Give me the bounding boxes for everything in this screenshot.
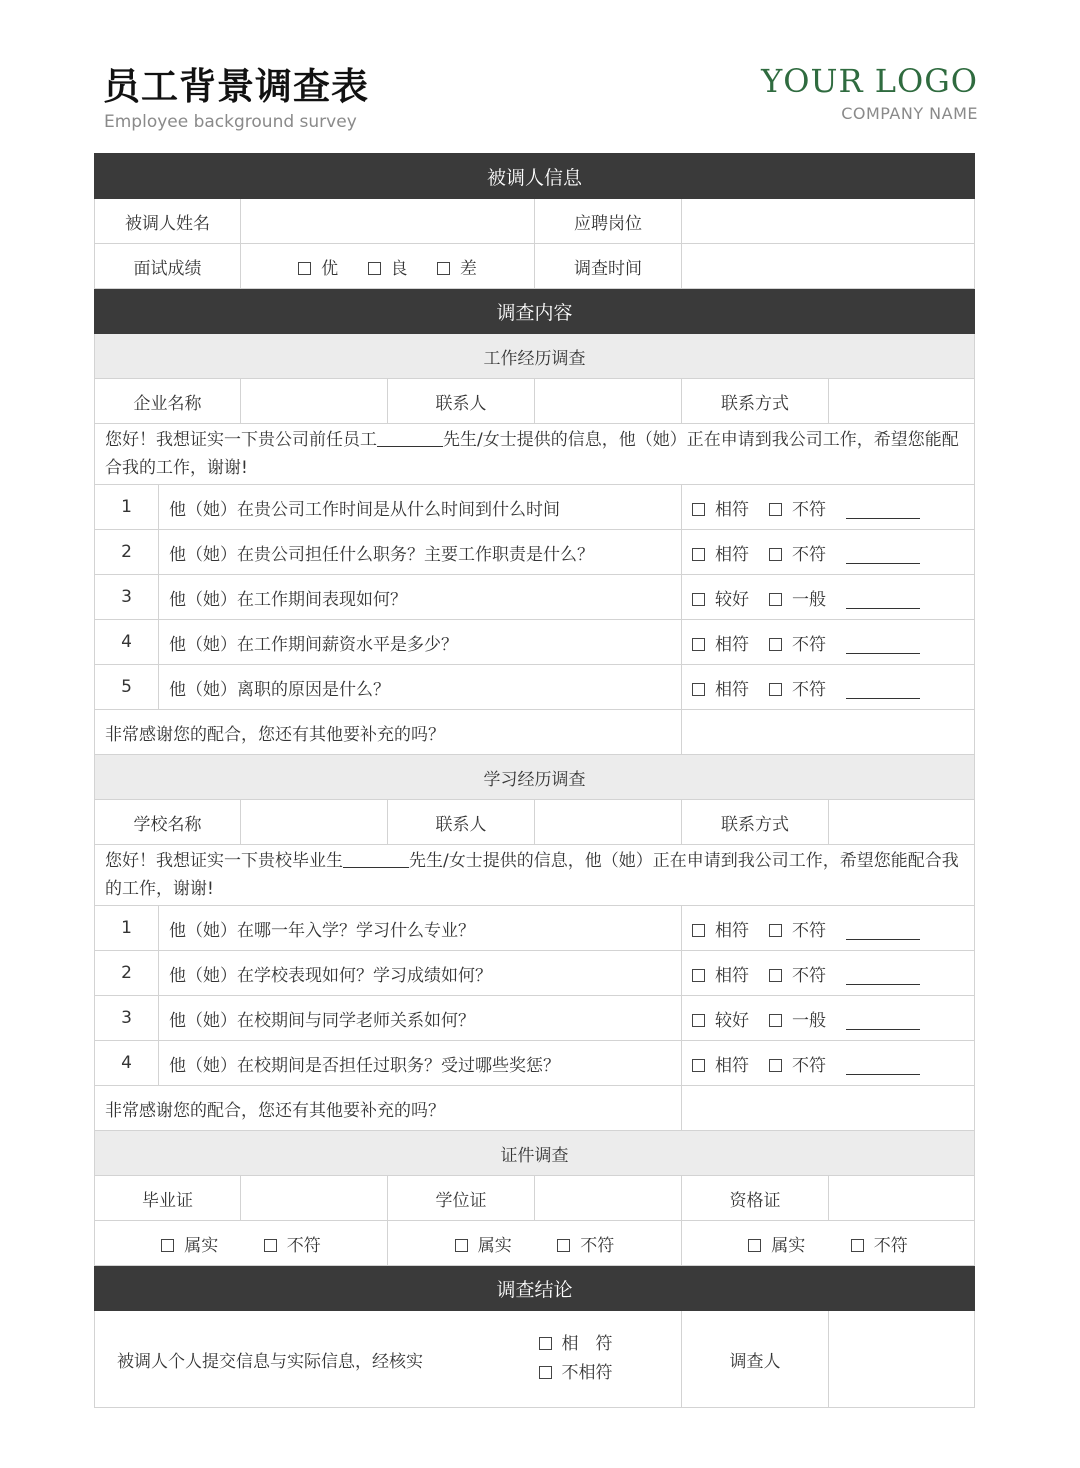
study-contact-label: 联系人 [388, 800, 535, 845]
survey-form-table [94, 153, 975, 1408]
table-row: 1 他（她）在贵公司工作时间是从什么时间到什么时间 相符 不符 [95, 485, 975, 530]
table-row: 3 他（她）在校期间与同学老师关系如何？ 较好 一般 [95, 996, 975, 1041]
checkbox-icon [769, 548, 782, 561]
answer-blank[interactable] [846, 637, 920, 654]
diploma-label: 毕业证 [95, 1176, 241, 1221]
mismatch-option[interactable]: 不相符 [539, 1359, 678, 1388]
study-contact-field[interactable] [535, 800, 682, 845]
table-row: 2 他（她）在学校表现如何？学习成绩如何？ 相符 不符 [95, 951, 975, 996]
checkbox-icon [161, 1239, 174, 1252]
diploma-field[interactable] [241, 1176, 388, 1221]
degree-field[interactable] [535, 1176, 682, 1221]
match-option[interactable]: 相 符 [539, 1330, 678, 1359]
checkbox-icon [539, 1337, 552, 1350]
score-option-poor[interactable]: 差 [437, 254, 477, 279]
subsection-study: 学习经历调查 [95, 755, 975, 800]
checkbox-icon [692, 1059, 705, 1072]
checkbox-icon [692, 593, 705, 606]
checkbox-icon [692, 969, 705, 982]
section-header-conclusion: 调查结论 [95, 1266, 975, 1311]
checkbox-icon [769, 638, 782, 651]
position-label: 应聘岗位 [535, 199, 682, 244]
time-label: 调查时间 [535, 244, 682, 289]
work-supplement-field[interactable] [682, 710, 975, 755]
degree-label: 学位证 [388, 1176, 535, 1221]
qualification-field[interactable] [829, 1176, 975, 1221]
checkbox-icon [368, 262, 381, 275]
table-row: 2 他（她）在贵公司担任什么职务？主要工作职责是什么？ 相符 不符 [95, 530, 975, 575]
degree-options: 属实 不符 [388, 1221, 682, 1266]
study-phone-label: 联系方式 [682, 800, 829, 845]
work-phone-label: 联系方式 [682, 379, 829, 424]
table-row: 3 他（她）在工作期间表现如何？ 较好 一般 [95, 575, 975, 620]
checkbox-icon [692, 548, 705, 561]
checkbox-icon [692, 924, 705, 937]
subsection-cert: 证件调查 [95, 1131, 975, 1176]
name-label: 被调人姓名 [95, 199, 241, 244]
checkbox-icon [769, 1059, 782, 1072]
score-option-good[interactable]: 良 [368, 254, 408, 279]
checkbox-icon [539, 1366, 552, 1379]
section-header-info: 被调人信息 [95, 154, 975, 199]
checkbox-icon [769, 503, 782, 516]
answer-blank[interactable] [846, 968, 920, 985]
work-phone-field[interactable] [829, 379, 975, 424]
checkbox-icon [557, 1239, 570, 1252]
conclusion-options [535, 1311, 682, 1408]
checkbox-icon [298, 262, 311, 275]
name-field[interactable] [241, 199, 535, 244]
checkbox-icon [748, 1239, 761, 1252]
answer-blank[interactable] [846, 1058, 920, 1075]
answer-blank[interactable] [846, 502, 920, 519]
checkbox-icon [769, 1014, 782, 1027]
work-closing: 非常感谢您的配合，您还有其他要补充的吗？ [95, 710, 682, 755]
checkbox-icon [769, 969, 782, 982]
work-intro: 您好！我想证实一下贵公司前任员工 先生/女士提供的信息，他（她）正在申请到我公司工作，希望您能配合我的工作，谢谢! [95, 424, 975, 485]
checkbox-icon [692, 683, 705, 696]
company-field[interactable] [241, 379, 388, 424]
answer-blank[interactable] [846, 1013, 920, 1030]
school-field[interactable] [241, 800, 388, 845]
subsection-work: 工作经历调查 [95, 334, 975, 379]
checkbox-icon [455, 1239, 468, 1252]
name-blank[interactable] [343, 853, 409, 868]
company-name: COMPANY NAME [841, 104, 978, 123]
investigator-field[interactable] [829, 1311, 975, 1408]
table-row: 4 他（她）在工作期间薪资水平是多少？ 相符 不符 [95, 620, 975, 665]
answer-blank[interactable] [846, 547, 920, 564]
checkbox-icon [769, 593, 782, 606]
table-row: 5 他（她）离职的原因是什么？ 相符 不符 [95, 665, 975, 710]
checkbox-icon [692, 638, 705, 651]
checkbox-icon [692, 1014, 705, 1027]
qualification-options: 属实 不符 [682, 1221, 975, 1266]
position-field[interactable] [682, 199, 975, 244]
answer-blank[interactable] [846, 682, 920, 699]
score-label: 面试成绩 [95, 244, 241, 289]
investigator-label: 调查人 [682, 1311, 829, 1408]
qualification-label: 资格证 [682, 1176, 829, 1221]
name-blank[interactable] [377, 432, 443, 447]
score-option-excellent[interactable]: 优 [298, 254, 338, 279]
study-closing: 非常感谢您的配合，您还有其他要补充的吗？ [95, 1086, 682, 1131]
school-label: 学校名称 [95, 800, 241, 845]
table-row: 4 他（她）在校期间是否担任过职务？受过哪些奖惩？ 相符 不符 [95, 1041, 975, 1086]
conclusion-statement: 被调人个人提交信息与实际信息，经核实 [95, 1311, 535, 1408]
time-field[interactable] [682, 244, 975, 289]
checkbox-icon [692, 503, 705, 516]
section-header-content: 调查内容 [95, 289, 975, 334]
score-options [241, 244, 535, 289]
answer-blank[interactable] [846, 923, 920, 940]
checkbox-icon [769, 924, 782, 937]
checkbox-icon [264, 1239, 277, 1252]
page-title: 员工背景调查表 [103, 65, 369, 108]
study-phone-field[interactable] [829, 800, 975, 845]
answer-blank[interactable] [846, 592, 920, 609]
page-subtitle: Employee background survey [104, 112, 357, 132]
checkbox-icon [851, 1239, 864, 1252]
work-contact-field[interactable] [535, 379, 682, 424]
study-supplement-field[interactable] [682, 1086, 975, 1131]
checkbox-icon [437, 262, 450, 275]
logo-text: YOUR LOGO [761, 62, 978, 100]
table-row: 1 他（她）在哪一年入学？学习什么专业？ 相符 不符 [95, 906, 975, 951]
company-label: 企业名称 [95, 379, 241, 424]
checkbox-icon [769, 683, 782, 696]
work-contact-label: 联系人 [388, 379, 535, 424]
diploma-options: 属实 不符 [95, 1221, 388, 1266]
study-intro: 您好！我想证实一下贵校毕业生 先生/女士提供的信息，他（她）正在申请到我公司工作，希望您能配合我的工作，谢谢! [95, 845, 975, 906]
